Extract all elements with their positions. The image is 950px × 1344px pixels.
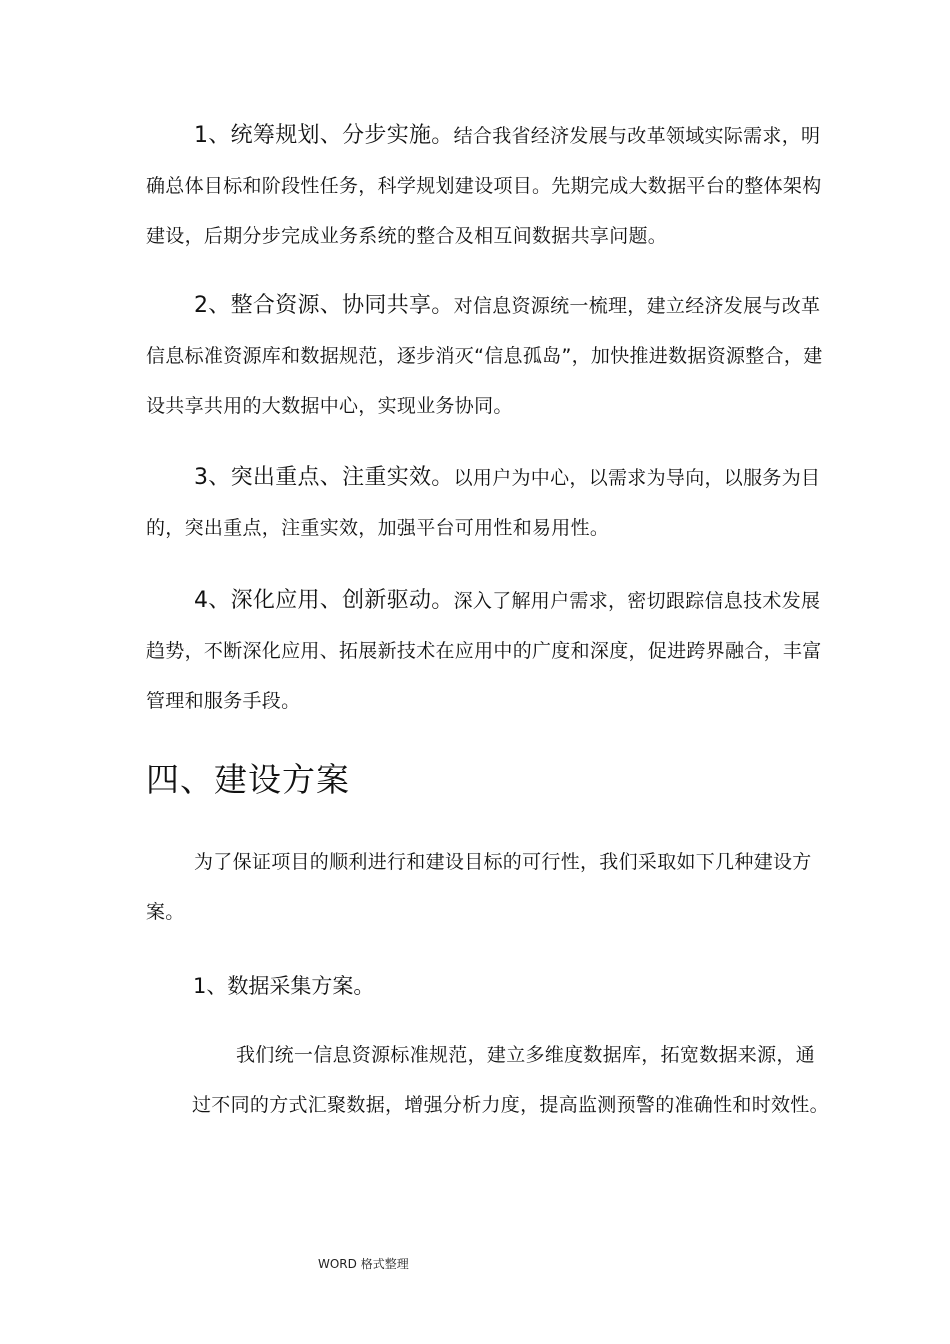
principle-body-1: 结合我省经济发展与改革领域实际需求，明确总体目标和阶段性任务，科学规划建设项目。先期完成大数据平台的整体架构建设，后期分步完成业务系统的整合及相互间数据共享问题。 — [146, 125, 822, 247]
subsection-body — [192, 1030, 832, 1130]
section-heading: 四、建设方案 — [146, 760, 350, 799]
principle-paragraph-3 — [146, 453, 836, 553]
principle-title-4: 4、深化应用、创新驱动。 — [194, 588, 454, 613]
section-intro-text: 为了保证项目的顺利进行和建设目标的可行性，我们采取如下几种建设方案。 — [146, 851, 812, 923]
principle-body-4: 深入了解用户需求，密切跟踪信息技术发展趋势，不断深化应用、拓展新技术在应用中的广度和深度，促进跨界融合，丰富管理和服务手段。 — [146, 590, 822, 712]
principle-title-2: 2、整合资源、协同共享。 — [194, 293, 454, 318]
principle-body-3: 以用户为中心，以需求为导向，以服务为目的，突出重点，注重实效，加强平台可用性和易用性。 — [146, 467, 821, 539]
page-footer: WORD 格式整理 — [318, 1257, 409, 1271]
principle-title-1: 1、统筹规划、分步实施。 — [194, 123, 454, 148]
subsection-body-text: 我们统一信息资源标准规范，建立多维度数据库，拓宽数据来源，通过不同的方式汇聚数据，增强分析力度，提高监测预警的准确性和时效性。 — [192, 1044, 829, 1116]
principle-paragraph-2 — [146, 281, 836, 431]
principle-title-3: 3、突出重点、注重实效。 — [194, 465, 454, 490]
subsection-heading: 1、数据采集方案。 — [193, 974, 375, 998]
principle-paragraph-1 — [146, 111, 836, 261]
principle-body-2: 对信息资源统一梳理，建立经济发展与改革信息标准资源库和数据规范，逐步消灭“信息孤岛”，加快推进数据资源整合，建设共享共用的大数据中心，实现业务协同。 — [146, 295, 823, 417]
principle-paragraph-4 — [146, 576, 836, 726]
section-intro — [146, 837, 836, 937]
